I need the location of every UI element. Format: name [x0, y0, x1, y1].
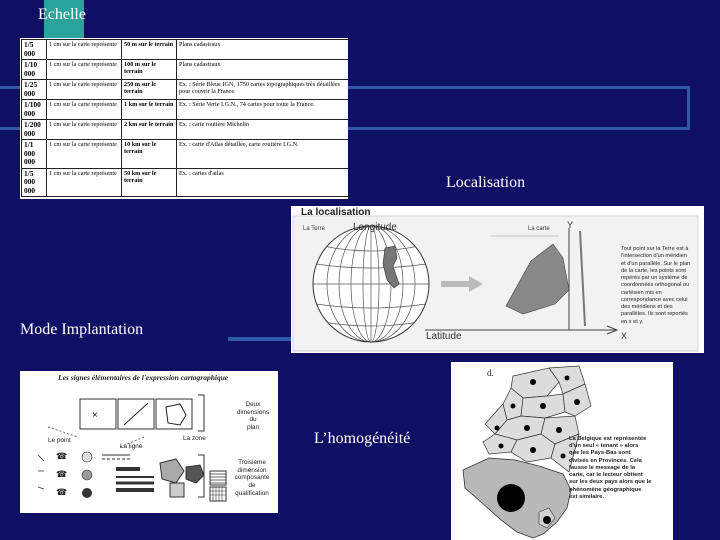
scale-row: [22, 60, 349, 80]
line-symbols: [102, 455, 154, 490]
label-homogeneite: L’homogénéité: [314, 430, 411, 447]
homogeneite-text-line: carte, car le lecteur obtient: [569, 472, 643, 479]
deux-dimensions-line: dimensions: [236, 408, 270, 416]
troisieme-line: dimension: [237, 466, 267, 474]
desc-cell: 1 cm sur la carte représente: [47, 168, 122, 197]
label-mode-implantation: Mode Implantation: [20, 321, 144, 338]
zone-symbols: [160, 459, 226, 501]
desc-cell: 1 cm sur la carte représente: [47, 100, 122, 120]
scale-cell: 1/200 000: [22, 120, 47, 140]
homogeneite-text-line: d'un seul « tenant » alors: [569, 443, 639, 450]
example-cell: Ex. : Série Verte I.G.N., 74 cartes pour toute la France.: [177, 100, 349, 120]
terrain-cell: 10 km sur le terrain: [122, 140, 177, 169]
localisation-text-line: et d'un parallèle. Sur le plan: [621, 260, 691, 267]
troisieme-line: de: [248, 482, 256, 490]
scale-cell: 1/25 000: [22, 80, 47, 100]
localisation-text-line: l'intersection d'un méridien: [621, 253, 687, 260]
y-axis-label: Y: [567, 220, 574, 230]
homogeneite-text-line: sur les deux pays alors que le: [569, 479, 652, 486]
example-cell: Ex. : Série Bleue IGN, 1750 cartes topographiques très détaillées pour couvrir la France.: [177, 80, 349, 100]
label-echelle: Echelle: [38, 6, 86, 23]
desc-cell: 1 cm sur la carte représente: [47, 80, 122, 100]
terrain-cell: 2 km sur le terrain: [122, 120, 177, 140]
la-zone-label: La zone: [183, 435, 206, 442]
implantation-card: [20, 371, 278, 513]
localisation-text-line: en x et y.: [621, 318, 644, 325]
homogeneite-card: [451, 362, 673, 540]
homogeneite-text-line: fausse le message de la: [569, 464, 636, 471]
deux-dimensions-line: du: [249, 416, 257, 424]
localisation-text-line: coordonnées orthogonal ou: [621, 282, 690, 289]
x-axis-label: X: [621, 331, 628, 341]
homogeneite-text-line: que les Pays-Bas sont: [569, 450, 631, 457]
localisation-paragraph: [621, 246, 701, 326]
terrain-cell: 250 m sur le terrain: [122, 80, 177, 100]
localisation-text-line: correspondance avec celui: [621, 296, 688, 303]
example-cell: Ex. : cartes d'atlas: [177, 168, 349, 197]
globe: [313, 226, 429, 342]
terrain-cell: 50 m sur le terrain: [122, 40, 177, 60]
desc-cell: 1 cm sur la carte représente: [47, 140, 122, 169]
example-cell: Ex. : carte routière Michelin: [177, 120, 349, 140]
homogeneite-text-line: divisés en Provinces. Cela: [569, 457, 642, 464]
desc-cell: 1 cm sur la carte représente: [47, 120, 122, 140]
troisieme-line: Troisième: [238, 459, 266, 466]
svg-text:×: ×: [92, 410, 98, 421]
longitude-label: Longitude: [353, 222, 397, 233]
la-terre-label: La Terre: [303, 226, 325, 232]
scale-table: [21, 39, 348, 197]
desc-cell: 1 cm sur la carte représente: [47, 40, 122, 60]
scale-cell: 1/5 000: [22, 40, 47, 60]
troisieme-line: qualification: [235, 489, 269, 497]
localisation-text-line: Tout point sur la Terre est à: [621, 246, 689, 252]
localisation-text-line: parallèles. Ils sont reportés: [621, 311, 688, 318]
svg-text:☎: ☎: [56, 451, 68, 461]
localisation-card: [291, 206, 704, 353]
la-ligne-label: La ligne: [120, 443, 143, 450]
latitude-label: Latitude: [426, 331, 462, 342]
deux-dimensions-line: Deux: [245, 401, 261, 408]
label-localisation: Localisation: [446, 174, 526, 191]
scale-cell: 1/1 000 000: [22, 140, 47, 169]
homogeneite-text-line: est similaire.: [569, 493, 605, 500]
scale-cell: 1/10 000: [22, 60, 47, 80]
troisieme-dimension-label: [228, 459, 276, 497]
scale-table-card: [20, 38, 348, 199]
homogeneite-paragraph: [569, 436, 671, 501]
point-symbols: [38, 451, 92, 498]
homogeneite-text-line: La Belgique est représentée: [569, 436, 647, 442]
scale-row: [22, 140, 349, 169]
localisation-text-line: des méridiens et des: [621, 304, 673, 311]
scale-row: [22, 40, 349, 60]
desc-cell: 1 cm sur la carte représente: [47, 60, 122, 80]
scale-cell: 1/5 000 000: [22, 168, 47, 197]
homogeneite-corner-label: d.: [487, 368, 494, 378]
deux-dimensions-line: plan: [246, 424, 260, 432]
homogeneite-text-line: phénomène géographique: [569, 486, 642, 493]
scale-row: [22, 168, 349, 197]
localisation-title: La localisation: [301, 207, 371, 218]
troisieme-line: composante: [234, 474, 270, 482]
svg-text:☎: ☎: [56, 487, 68, 497]
example-cell: Plans cadastraux: [177, 60, 349, 80]
scale-row: [22, 80, 349, 100]
divider-line: [228, 337, 298, 341]
scale-row: [22, 120, 349, 140]
deux-dimensions-label: [230, 401, 276, 432]
la-carte-label: La carte: [528, 226, 550, 232]
localisation-text-line: cartésien mis en: [621, 289, 662, 296]
terrain-cell: 100 m sur le terrain: [122, 60, 177, 80]
scale-row: [22, 100, 349, 120]
terrain-cell: 50 km sur le terrain: [122, 168, 177, 197]
svg-text:☎: ☎: [56, 469, 68, 479]
localisation-text-line: repérés par un système de: [621, 275, 688, 282]
le-point-label: Le point: [48, 437, 71, 444]
terrain-cell: 1 km sur le terrain: [122, 100, 177, 120]
example-cell: Ex. : carte d'Atlas détaillée, carte routière I.G.N.: [177, 140, 349, 169]
scale-cell: 1/100 000: [22, 100, 47, 120]
localisation-text-line: de la carte, les points sont: [621, 267, 686, 274]
example-cell: Plans cadastraux: [177, 40, 349, 60]
implantation-title: Les signes élémentaires de l'expression cartographique: [58, 373, 229, 382]
